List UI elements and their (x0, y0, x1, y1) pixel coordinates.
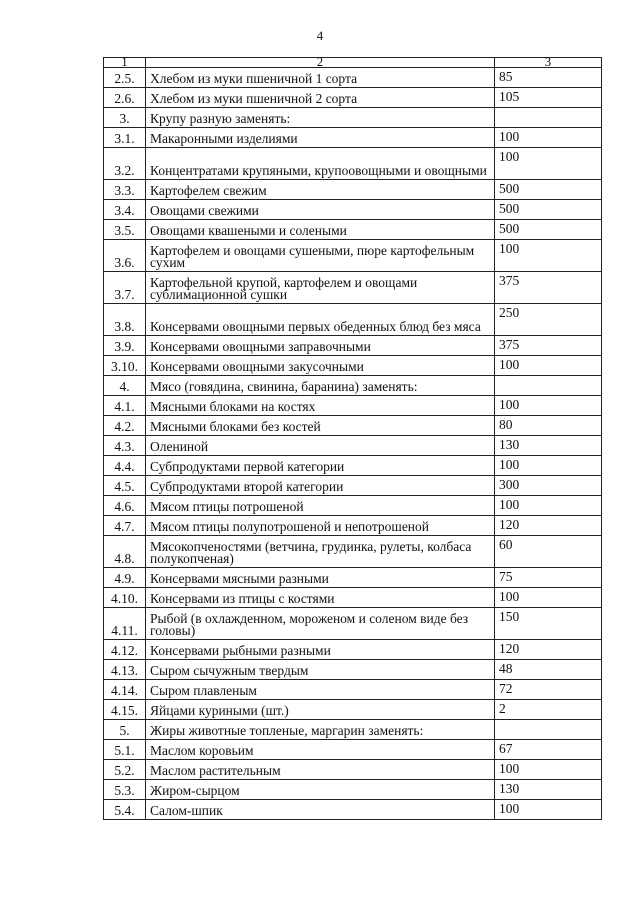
item-name-cell: Мясом птицы потрошеной (146, 496, 495, 516)
item-value-cell: 105 (495, 88, 602, 108)
item-value-cell: 120 (495, 640, 602, 660)
item-value-cell: 500 (495, 220, 602, 240)
item-name-cell: Жиры животные топленые, маргарин заменять: (146, 720, 495, 740)
table-row (104, 780, 602, 800)
item-value-cell: 2 (495, 700, 602, 720)
table-row (104, 800, 602, 820)
table-row (104, 128, 602, 148)
table-row (104, 88, 602, 108)
item-value-cell: 500 (495, 180, 602, 200)
item-name-cell: Консервами рыбными разными (146, 640, 495, 660)
item-name-cell: Овощами свежими (146, 200, 495, 220)
item-number-cell: 4. (104, 376, 146, 396)
table-row (104, 108, 602, 128)
item-name-cell: Мясо (говядина, свинина, баранина) заменять: (146, 376, 495, 396)
item-value-cell: 100 (495, 148, 602, 180)
item-value-cell: 130 (495, 436, 602, 456)
item-number-cell: 4.13. (104, 660, 146, 680)
item-name-cell: Консервами мясными разными (146, 568, 495, 588)
item-number-cell: 4.2. (104, 416, 146, 436)
item-number-cell: 5. (104, 720, 146, 740)
table-row (104, 376, 602, 396)
item-name-cell: Макаронными изделиями (146, 128, 495, 148)
item-name-cell: Жиром-сырцом (146, 780, 495, 800)
item-value-cell: 100 (495, 496, 602, 516)
table-row (104, 416, 602, 436)
table-row (104, 272, 602, 304)
table-row (104, 640, 602, 660)
table-row (104, 396, 602, 416)
item-name-cell: Консервами овощными закусочными (146, 356, 495, 376)
item-name-cell: Хлебом из муки пшеничной 1 сорта (146, 68, 495, 88)
item-number-cell: 4.12. (104, 640, 146, 660)
item-value-cell: 120 (495, 516, 602, 536)
table-row (104, 240, 602, 272)
item-number-cell: 3.4. (104, 200, 146, 220)
item-value-cell: 130 (495, 780, 602, 800)
item-name-cell: Хлебом из муки пшеничной 2 сорта (146, 88, 495, 108)
item-value-cell: 80 (495, 416, 602, 436)
item-value-cell: 250 (495, 304, 602, 336)
item-number-cell: 5.1. (104, 740, 146, 760)
column-header-name: 2 (146, 58, 495, 68)
item-number-cell: 4.9. (104, 568, 146, 588)
table-row (104, 496, 602, 516)
item-value-cell (495, 720, 602, 740)
item-value-cell: 500 (495, 200, 602, 220)
item-number-cell: 5.4. (104, 800, 146, 820)
item-value-cell: 150 (495, 608, 602, 640)
item-value-cell: 48 (495, 660, 602, 680)
item-number-cell: 3. (104, 108, 146, 128)
item-number-cell: 4.5. (104, 476, 146, 496)
table-row (104, 660, 602, 680)
item-value-cell: 100 (495, 456, 602, 476)
table-row (104, 720, 602, 740)
item-value-cell: 100 (495, 356, 602, 376)
table-row (104, 608, 602, 640)
item-number-cell: 4.15. (104, 700, 146, 720)
item-number-cell: 3.6. (104, 240, 146, 272)
item-name-cell: Маслом коровьим (146, 740, 495, 760)
item-number-cell: 4.3. (104, 436, 146, 456)
table-header (104, 55, 602, 69)
item-number-cell: 4.6. (104, 496, 146, 516)
item-name-cell: Рыбой (в охлажденном, мороженом и соленом виде без головы) (146, 608, 495, 640)
item-number-cell: 4.4. (104, 456, 146, 476)
table-row (104, 568, 602, 588)
item-name-cell: Мясом птицы полупотрошеной и непотрошеной (146, 516, 495, 536)
table-row (104, 200, 602, 220)
table-row (104, 220, 602, 240)
item-value-cell: 60 (495, 536, 602, 568)
item-name-cell: Сыром сычужным твердым (146, 660, 495, 680)
item-number-cell: 3.10. (104, 356, 146, 376)
item-number-cell: 3.3. (104, 180, 146, 200)
item-number-cell: 3.2. (104, 148, 146, 180)
table-row (104, 516, 602, 536)
item-name-cell: Крупу разную заменять: (146, 108, 495, 128)
item-name-cell: Овощами квашеными и солеными (146, 220, 495, 240)
table-row (104, 700, 602, 720)
item-name-cell: Картофельной крупой, картофелем и овощами сублимационной сушки (146, 272, 495, 304)
item-name-cell: Мясными блоками на костях (146, 396, 495, 416)
table-row (104, 436, 602, 456)
item-name-cell: Яйцами куриными (шт.) (146, 700, 495, 720)
item-value-cell: 300 (495, 476, 602, 496)
item-value-cell: 100 (495, 588, 602, 608)
item-number-cell: 5.3. (104, 780, 146, 800)
substitution-norms-table (103, 57, 602, 820)
table-row (104, 740, 602, 760)
item-value-cell: 100 (495, 800, 602, 820)
item-number-cell: 4.7. (104, 516, 146, 536)
item-number-cell: 2.5. (104, 68, 146, 88)
item-number-cell: 2.6. (104, 88, 146, 108)
item-value-cell: 100 (495, 240, 602, 272)
item-name-cell: Субпродуктами второй категории (146, 476, 495, 496)
table-row (104, 456, 602, 476)
column-header-value: 3 (495, 58, 602, 68)
header-row (104, 58, 602, 68)
item-number-cell: 5.2. (104, 760, 146, 780)
item-name-cell: Концентратами крупяными, крупоовощными и овощными (146, 148, 495, 180)
table-row (104, 588, 602, 608)
item-number-cell: 4.10. (104, 588, 146, 608)
table-row (104, 304, 602, 336)
item-value-cell (495, 108, 602, 128)
item-number-cell: 4.1. (104, 396, 146, 416)
item-name-cell: Субпродуктами первой категории (146, 456, 495, 476)
item-name-cell: Салом-шпик (146, 800, 495, 820)
item-value-cell: 375 (495, 336, 602, 356)
item-number-cell: 4.14. (104, 680, 146, 700)
table-row (104, 536, 602, 568)
item-number-cell: 3.7. (104, 272, 146, 304)
item-name-cell: Картофелем и овощами сушеными, пюре картофельным сухим (146, 240, 495, 272)
item-name-cell: Консервами овощными заправочными (146, 336, 495, 356)
table-row (104, 356, 602, 376)
item-value-cell: 85 (495, 68, 602, 88)
table-row (104, 180, 602, 200)
item-name-cell: Олениной (146, 436, 495, 456)
item-number-cell: 3.5. (104, 220, 146, 240)
table-body (104, 68, 602, 820)
table-row (104, 148, 602, 180)
item-number-cell: 4.11. (104, 608, 146, 640)
item-name-cell: Мясокопченостями (ветчина, грудинка, рулеты, колбаса полукопченая) (146, 536, 495, 568)
table-row (104, 68, 602, 88)
item-value-cell: 100 (495, 128, 602, 148)
item-name-cell: Консервами овощными первых обеденных блюд без мяса (146, 304, 495, 336)
item-number-cell: 4.8. (104, 536, 146, 568)
item-number-cell: 3.9. (104, 336, 146, 356)
item-name-cell: Мясными блоками без костей (146, 416, 495, 436)
item-name-cell: Маслом растительным (146, 760, 495, 780)
item-name-cell: Сыром плавленым (146, 680, 495, 700)
item-name-cell: Консервами из птицы с костями (146, 588, 495, 608)
item-number-cell: 3.1. (104, 128, 146, 148)
table-row (104, 336, 602, 356)
item-value-cell: 67 (495, 740, 602, 760)
item-value-cell: 375 (495, 272, 602, 304)
item-value-cell: 100 (495, 396, 602, 416)
item-value-cell: 72 (495, 680, 602, 700)
table-row (104, 760, 602, 780)
item-value-cell: 100 (495, 760, 602, 780)
item-number-cell: 3.8. (104, 304, 146, 336)
item-value-cell: 75 (495, 568, 602, 588)
column-header-number: 1 (104, 58, 146, 68)
item-name-cell: Картофелем свежим (146, 180, 495, 200)
page-number: 4 (316, 28, 324, 43)
table-row (104, 680, 602, 700)
table-row (104, 476, 602, 496)
item-value-cell (495, 376, 602, 396)
